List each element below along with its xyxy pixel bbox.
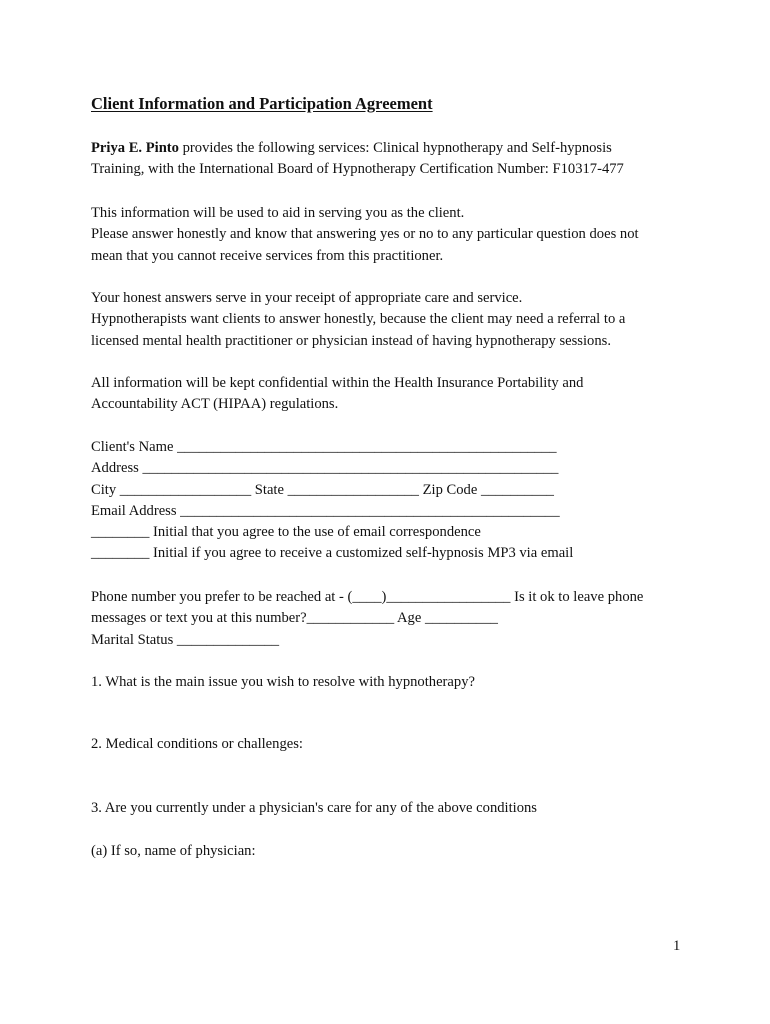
phone-line-2[interactable]: messages or text you at this number?____________ Age __________ — [91, 610, 498, 627]
city-state-zip-field[interactable]: City __________________ State __________________ Zip Code __________ — [91, 481, 554, 498]
page-number: 1 — [673, 938, 681, 954]
info-line-1: This information will be used to aid in serving you as the client. — [91, 205, 465, 221]
confidential-line-1: All information will be kept confidential within the Health Insurance Portability and — [91, 375, 584, 391]
confidential-line-2: Accountability ACT (HIPAA) regulations. — [91, 396, 339, 413]
intro-paragraph — [91, 138, 624, 181]
intro-line-1-text: provides the following services: Clinical hypnotherapy and Self-hypnosis — [178, 140, 612, 156]
honest-line-1: Your honest answers serve in your receipt of appropriate care and service. — [91, 290, 523, 306]
honest-line-2: Hypnotherapists want clients to answer honestly, because the client may need a referral to a — [91, 311, 626, 328]
honest-paragraph — [91, 288, 625, 352]
phone-line-1[interactable]: Phone number you prefer to be reached at - (____)_________________ Is it ok to leave phone — [91, 589, 644, 605]
honest-line-3: licensed mental health practitioner or physician instead of having hypnotherapy sessions. — [91, 332, 611, 349]
provider-name: Priya E. Pinto — [91, 140, 179, 156]
info-line-2: Please answer honestly and know that answering yes or no to any particular question does not — [91, 226, 639, 243]
marital-status-field[interactable]: Marital Status ______________ — [91, 631, 280, 648]
document-title: Client Information and Participation Agreement — [91, 94, 433, 113]
mp3-consent-initial[interactable]: ________ Initial if you agree to receive a customized self-hypnosis MP3 via email — [91, 545, 574, 562]
question-1: 1. What is the main issue you wish to resolve with hypnotherapy? — [91, 674, 475, 690]
info-paragraph — [91, 203, 639, 267]
email-field[interactable]: Email Address ____________________________________________________ — [91, 502, 560, 519]
question-2: 2. Medical conditions or challenges: — [91, 736, 303, 752]
question-3a: (a) If so, name of physician: — [91, 843, 256, 859]
email-consent-initial[interactable]: ________ Initial that you agree to the use of email correspondence — [91, 524, 481, 541]
client-fields — [91, 437, 573, 565]
question-3: 3. Are you currently under a physician's care for any of the above conditions — [91, 800, 537, 816]
intro-line-2: Training, with the International Board of Hypnotherapy Certification Number: F10317-477 — [91, 161, 624, 178]
address-field[interactable]: Address _________________________________________________________ — [91, 460, 559, 477]
client-name-field[interactable]: Client's Name ____________________________________________________ — [91, 439, 557, 455]
intro-line-1 — [91, 138, 624, 159]
phone-fields — [91, 587, 643, 651]
info-line-3: mean that you cannot receive services from this practitioner. — [91, 247, 444, 264]
confidential-paragraph — [91, 373, 583, 416]
